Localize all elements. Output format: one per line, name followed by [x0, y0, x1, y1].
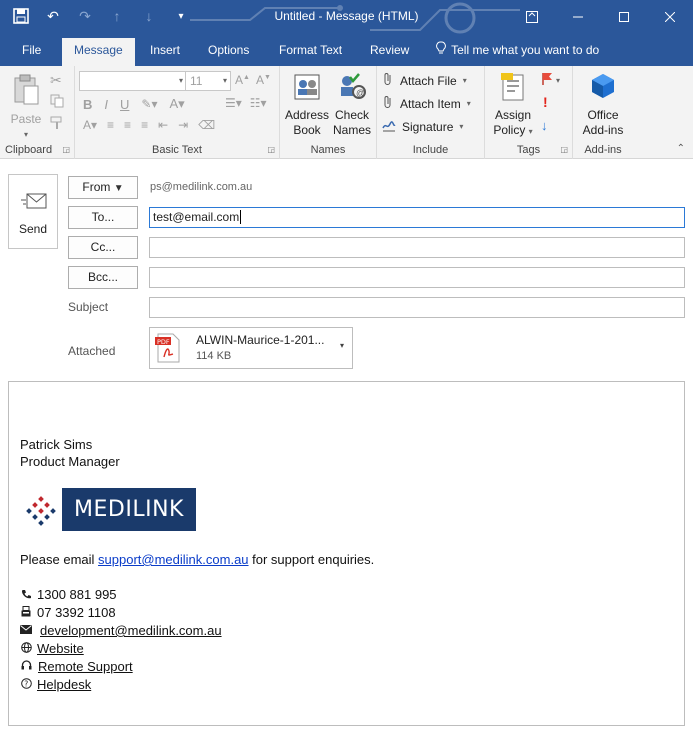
clear-formatting-icon[interactable]: A▾: [83, 118, 98, 132]
font-name-caret-icon: ▾: [178, 76, 183, 85]
ribbon: [0, 66, 693, 159]
text-cursor: [240, 210, 241, 224]
tab-insert[interactable]: Insert: [150, 43, 181, 57]
svg-text:PDF: PDF: [157, 338, 170, 346]
clipboard-launcher-icon[interactable]: ◲: [62, 145, 70, 154]
address-book-icon: [284, 72, 330, 106]
svg-text:@: @: [356, 88, 366, 98]
headset-icon: [20, 660, 32, 674]
align-left-icon[interactable]: ≡: [107, 118, 115, 132]
paste-label: Paste: [10, 112, 42, 126]
subject-field[interactable]: [149, 297, 685, 318]
previous-item-icon[interactable]: ↑: [113, 8, 121, 24]
svg-text:?: ?: [23, 679, 28, 689]
address-book-label-1: Address: [284, 108, 330, 122]
bullets-icon[interactable]: ☰▾: [225, 96, 242, 110]
font-color-icon[interactable]: A▾: [169, 96, 185, 111]
names-group: [280, 66, 377, 159]
email-icon: [20, 625, 32, 637]
support-line: [20, 552, 374, 567]
attach-item-caret-icon: ▾: [466, 99, 471, 108]
phone-icon: [20, 589, 32, 603]
from-label: From: [82, 180, 111, 194]
support-email-link[interactable]: support@medilink.com.au: [98, 552, 249, 567]
undo-icon[interactable]: ↶: [47, 7, 59, 24]
to-button[interactable]: To...: [68, 206, 138, 229]
office-addins-label-2: Add-ins: [582, 123, 624, 137]
follow-up-button[interactable]: [541, 72, 560, 89]
attach-file-button[interactable]: [382, 72, 467, 89]
to-field-value: test@email.com: [153, 210, 240, 224]
globe-icon: [20, 642, 32, 656]
assign-policy-button[interactable]: [489, 72, 537, 139]
tab-file[interactable]: File: [22, 43, 42, 57]
signature-role: Product Manager: [20, 454, 120, 469]
clipboard-group-label: Clipboard: [5, 144, 53, 156]
tab-format-text[interactable]: Format Text: [279, 43, 343, 57]
help-icon: [20, 678, 32, 692]
minimize-button[interactable]: [555, 0, 601, 34]
message-body[interactable]: [8, 381, 685, 726]
italic-icon[interactable]: I: [104, 96, 109, 112]
lightbulb-icon: [436, 38, 448, 62]
names-group-label: Names: [310, 144, 346, 156]
assign-policy-caret-icon: ▾: [528, 127, 533, 136]
next-item-icon[interactable]: ↓: [145, 8, 153, 24]
attach-file-caret-icon: ▾: [462, 76, 467, 85]
basic-text-launcher-icon[interactable]: ◲: [267, 145, 275, 154]
tab-options[interactable]: Options: [208, 43, 250, 57]
development-email-link[interactable]: development@medilink.com.au: [40, 623, 222, 638]
copy-icon[interactable]: [50, 94, 64, 108]
office-addins-button[interactable]: [575, 72, 631, 138]
low-importance-icon[interactable]: ↓: [541, 118, 548, 133]
font-size-combo[interactable]: [185, 71, 231, 91]
eraser-icon[interactable]: ⌫: [198, 118, 216, 132]
high-importance-icon[interactable]: !: [543, 94, 548, 110]
flag-caret-icon: ▾: [556, 76, 561, 85]
tell-me-search[interactable]: [436, 38, 599, 66]
basic-text-group: [75, 66, 280, 159]
increase-indent-icon[interactable]: ⇥: [178, 118, 189, 132]
font-grow-shrink: [235, 73, 271, 87]
attachment-size: 114 KB: [196, 350, 232, 362]
cc-field[interactable]: [149, 237, 685, 258]
include-group: [377, 66, 485, 159]
tags-group: [485, 66, 573, 159]
numbering-icon[interactable]: ☷▾: [249, 96, 267, 110]
cut-icon[interactable]: ✂: [50, 72, 62, 88]
highlight-icon[interactable]: ✎▾: [141, 97, 158, 111]
assign-policy-icon: [489, 72, 537, 106]
redo-icon[interactable]: ↷: [79, 7, 91, 24]
fax-icon: [20, 606, 32, 620]
align-row: [83, 118, 215, 132]
phone-number: 1300 881 995: [37, 587, 117, 602]
window-title: Untitled - Message (HTML): [274, 9, 419, 23]
address-book-label-2: Book: [293, 123, 321, 137]
bcc-field[interactable]: [149, 267, 685, 288]
assign-policy-label-2-text: Policy: [493, 123, 526, 137]
title-bar: [0, 0, 693, 34]
ribbon-tabs: [0, 34, 693, 66]
align-right-icon[interactable]: ≡: [141, 118, 149, 132]
font-size-value: 11: [190, 74, 203, 88]
office-addins-icon: [575, 72, 631, 106]
signature-button[interactable]: [382, 118, 463, 135]
basic-text-group-label: Basic Text: [152, 144, 202, 156]
signature-name: Patrick Sims: [20, 437, 93, 452]
format-row: [83, 96, 185, 112]
addins-group-label: Add-ins: [584, 144, 622, 156]
from-caret-icon: ▼: [113, 183, 124, 194]
medilink-logo: [20, 488, 196, 531]
attach-item-button[interactable]: [382, 95, 471, 112]
subject-label: Subject: [68, 300, 109, 314]
ribbon-display-options-button[interactable]: [509, 0, 555, 34]
attach-item-icon: [382, 95, 394, 112]
bold-icon[interactable]: B: [83, 96, 93, 112]
from-button[interactable]: [68, 176, 138, 199]
attachment-name: ALWIN-Maurice-1-201...: [196, 333, 325, 347]
list-row: [225, 96, 267, 110]
addins-group: [573, 66, 633, 159]
check-names-icon: [330, 72, 374, 106]
tags-group-label: Tags: [516, 144, 541, 156]
signature-label: Signature: [402, 119, 454, 134]
window-controls: [509, 0, 693, 34]
tell-me-text: Tell me what you want to do: [451, 43, 600, 57]
helpdesk-link[interactable]: Helpdesk: [37, 677, 92, 692]
underline-icon[interactable]: U: [120, 96, 130, 112]
decrease-indent-icon[interactable]: ⇤: [158, 118, 169, 132]
check-names-button[interactable]: [330, 72, 374, 138]
close-button[interactable]: [647, 0, 693, 34]
flag-icon: [541, 72, 553, 89]
grow-font-icon[interactable]: A▲: [235, 73, 250, 87]
attachment-menu-caret-icon[interactable]: ▾: [339, 341, 344, 350]
medilink-logo-text: MEDILINK: [62, 488, 196, 531]
address-book-button[interactable]: [284, 72, 330, 138]
clipboard-group: [0, 66, 75, 159]
format-painter-icon[interactable]: [50, 116, 64, 130]
from-address: ps@medilink.com.au: [150, 181, 253, 193]
attachment-chip[interactable]: [149, 327, 353, 369]
attach-file-label: Attach File: [400, 73, 457, 88]
paste-button[interactable]: [6, 74, 46, 142]
assign-policy-label-1: Assign: [494, 108, 532, 122]
assign-policy-label-2: [489, 123, 537, 139]
send-button[interactable]: [8, 174, 58, 249]
check-names-label-2: Names: [332, 123, 371, 137]
paperclip-icon: [382, 72, 394, 89]
shrink-font-icon[interactable]: A▼: [255, 73, 271, 87]
font-size-caret-icon: ▾: [222, 76, 227, 85]
attach-item-label: Attach Item: [400, 96, 461, 111]
tab-message[interactable]: Message: [62, 38, 135, 66]
font-name-combo[interactable]: [79, 71, 187, 91]
maximize-button[interactable]: [601, 0, 647, 34]
send-envelope-icon: [21, 193, 47, 214]
medilink-logo-mark: [20, 488, 62, 531]
website-link[interactable]: Website: [37, 641, 84, 656]
tags-launcher-icon[interactable]: ◲: [560, 145, 568, 154]
office-addins-label-1: Office: [587, 108, 619, 122]
customize-qat-icon[interactable]: ▾: [178, 10, 184, 22]
tab-review[interactable]: Review: [370, 43, 410, 57]
paste-icon: [6, 74, 46, 110]
support-suffix: for support enquiries.: [248, 552, 375, 567]
remote-support-link[interactable]: Remote Support: [38, 659, 133, 674]
paste-caret-icon: ▾: [23, 130, 28, 139]
attached-label: Attached: [68, 344, 116, 358]
check-names-label-1: Check: [334, 108, 369, 122]
bcc-button[interactable]: Bcc...: [68, 266, 138, 289]
fax-number: 07 3392 1108: [37, 605, 116, 620]
signature-caret-icon: ▾: [459, 122, 464, 131]
collapse-ribbon-icon[interactable]: ⌃: [676, 143, 685, 154]
support-prefix: Please email: [20, 552, 99, 567]
include-group-label: Include: [412, 144, 449, 156]
send-label: Send: [18, 222, 48, 236]
align-center-icon[interactable]: ≡: [124, 118, 132, 132]
signature-icon: [382, 118, 396, 135]
to-field[interactable]: [149, 207, 685, 228]
cc-button[interactable]: Cc...: [68, 236, 138, 259]
pdf-file-icon: [155, 333, 181, 366]
